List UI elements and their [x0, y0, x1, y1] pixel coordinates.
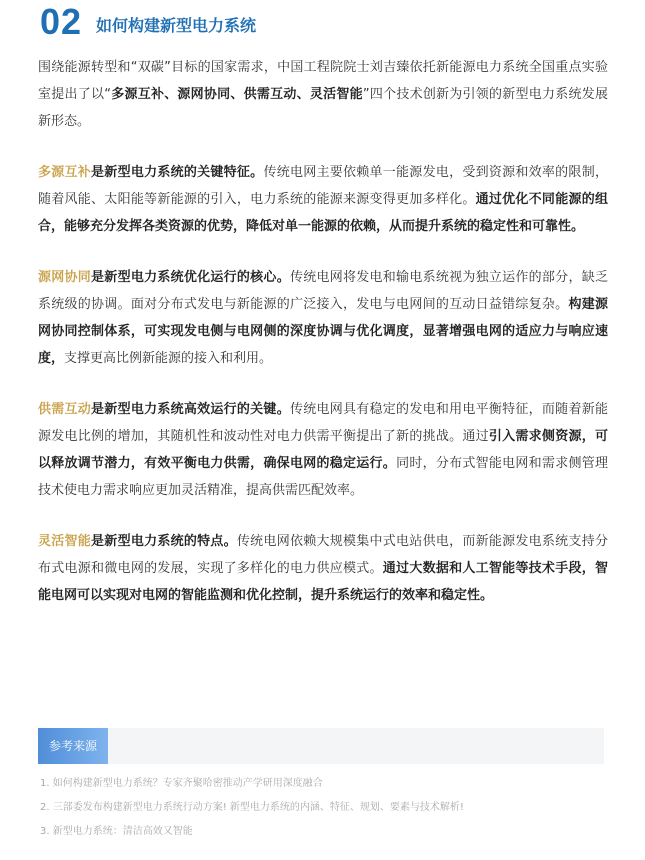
intro-text-2: ”四个技术创新为引领的新型电力系统发展新形态。: [38, 87, 608, 129]
bold-supply-demand: 引入需求侧资源，可以释放调节潜力，有效平衡电力供需，确保电网的稳定运行。: [38, 429, 608, 471]
intro-bold: 多源互补、源网协同、供需互动、灵活智能: [110, 87, 363, 102]
reference-item-1[interactable]: 1. 如何构建新型电力系统？专家齐聚哈密推动产学研用深度融合: [40, 778, 323, 789]
term-supply-demand: 供需互动: [38, 402, 92, 417]
bold-multi-source: 通过优化不同能源的组合，能够充分发挥各类资源的优势，降低对单一能源的依赖，从而提升系统的稳定性和可靠性。: [38, 192, 608, 234]
references-bar: [38, 728, 604, 764]
term-multi-source: 多源互补: [38, 165, 92, 180]
term-source-grid: 源网协同: [38, 270, 92, 285]
reference-list: [40, 772, 610, 844]
article-body: [38, 54, 608, 633]
paragraph-source-grid: [38, 264, 608, 372]
text-source-grid-1: 传统电网将发电和输电系统视为独立运作的部分，缺乏系统级的协调。面对分布式发电与新能源的广泛接入，发电与电网间的互动日益错综复杂。: [38, 270, 608, 312]
intro-paragraph: [38, 54, 608, 135]
paragraph-multi-source: [38, 159, 608, 240]
section-number: 02: [40, 1, 83, 42]
text-supply-demand-1: 传统电网具有稳定的发电和用电平衡特征，而随着新能源发电比例的增加，其随机性和波动性对电力供需平衡提出了新的挑战。通过: [38, 402, 608, 444]
reference-item-3[interactable]: 3. 新型电力系统：清洁高效又智能: [40, 826, 193, 837]
paragraph-supply-demand: [38, 396, 608, 504]
bold-flexible-smart: 通过大数据和人工智能等技术手段，智能电网可以实现对电网的智能监测和优化控制，提升系统运行的效率和稳定性。: [38, 561, 608, 603]
section-header: [40, 0, 256, 40]
lead-multi-source: 是新型电力系统的关键特征。: [91, 165, 264, 180]
text-supply-demand-2: 同时，分布式智能电网和需求侧管理技术使电力需求响应更加灵活精准，提高供需匹配效率。: [38, 456, 608, 498]
lead-source-grid: 是新型电力系统优化运行的核心。: [91, 270, 290, 285]
paragraph-flexible-smart: [38, 528, 608, 609]
reference-item-2[interactable]: 2. 三部委发布构建新型电力系统行动方案! 新型电力系统的内涵、特征、规划、要素与技术解析!: [40, 802, 464, 813]
text-source-grid-2: 支撑更高比例新能源的接入和利用。: [64, 351, 273, 366]
intro-text-1: 围绕能源转型和“双碳”目标的国家需求，中国工程院院士刘吉臻依托新能源电力系统全国重点实验室提出了以“: [38, 60, 608, 102]
bold-source-grid: 构建源网协同控制体系，可实现发电侧与电网侧的深度协调与优化调度，显著增强电网的适应力与响应速度，: [38, 297, 608, 366]
lead-supply-demand: 是新型电力系统高效运行的关键。: [91, 402, 290, 417]
text-flexible-smart-1: 传统电网依赖大规模集中式电站供电，而新能源发电系统支持分布式电源和微电网的发展，实现了多样化的电力供应模式。: [38, 534, 608, 576]
text-multi-source-1: 传统电网主要依赖单一能源发电，受到资源和效率的限制，随着风能、太阳能等新能源的引入，电力系统的能源来源变得更加多样化。: [38, 165, 608, 207]
section-title: 如何构建新型电力系统: [96, 16, 257, 35]
lead-flexible-smart: 是新型电力系统的特点。: [91, 534, 237, 549]
term-flexible-smart: 灵活智能: [38, 534, 92, 549]
references-label: 参考来源: [38, 728, 108, 764]
